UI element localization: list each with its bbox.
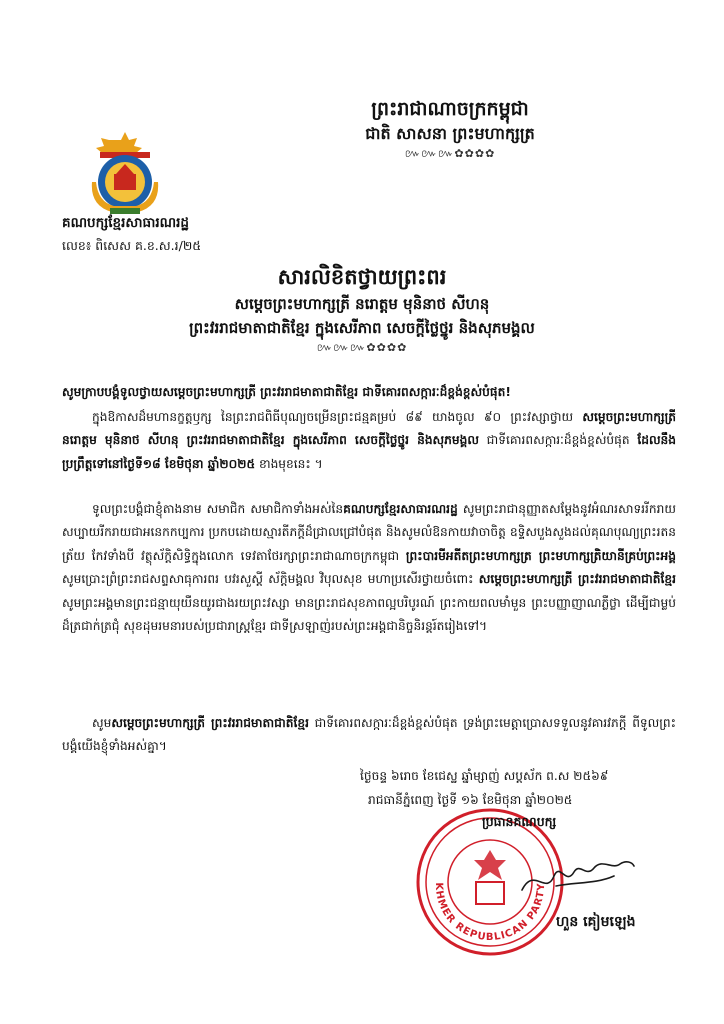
- letter-title: សារលិខិតថ្វាយព្រះពរ: [277, 265, 447, 289]
- party-name: គណបក្សខ្មែរសាធារណរដ្ឋ: [62, 215, 189, 231]
- recipient-title-line: ព្រះវររាជមាតាជាតិខ្មែរ ក្នុងសេរីភាព សេចក្តីថ្លៃថ្នូរ និងសុភមង្គល: [189, 319, 535, 337]
- national-motto: ជាតិ សាសនា ព្រះមហាក្សត្រ: [365, 124, 535, 143]
- title-ornament: ៚៚៚✿✿✿✿: [316, 341, 408, 354]
- header-ornament: ៚៚៚✿✿✿✿: [404, 147, 496, 160]
- signatory-position: ប្រធានគណបក្ស: [482, 814, 557, 829]
- signatory-name: ហួន គៀមឡេង: [556, 914, 636, 930]
- svg-text:KHMER REPUBLICAN PARTY: KHMER REPUBLICAN PARTY: [432, 882, 548, 944]
- solar-date: រាជធានីភ្នំពេញ ថ្ងៃទី ១៦ ខែមិថុនា ឆ្នាំ២០២៥: [368, 793, 573, 807]
- p1-text-e: ខាងមុខនេះ ។: [258, 456, 323, 471]
- reference-number: [62, 238, 201, 257]
- p1-text-a: ក្នុងឱកាសដ៏មហានក្ខត្តឫក្ស នៃព្រះរាជពិធីបុណ្យចម្រើនព្រះជន្មគម្រប់ ៨៩ យាងចូល ៩០ ព្រះវស្សាថ្វាយ: [92, 410, 574, 424]
- party-logo-icon: [82, 130, 168, 216]
- p2-text-c: សូមព្រះរាជានុញ្ញាតសម្តែងនូវអំណរសាទររីករាយសប្បាយរីករាយជាអនេកកប្បការ ប្រកបដោយស្មារតីភក្តីដ៏ជ្រាលជ្រៅបំផុត និងសូមលំឱនកាយវាចាចិត្ត ឧទ្ទិសបួងសួងដល់គុណបុណ្យព្រះរតនត្រ័យ កែវទាំងបី វត្ថុស័ក្តិសិទ្ធិក្នុងលោក ទេវតាថែរក្សាព្រះរាជាណាចក្រកម្ពុជា: [62, 502, 676, 563]
- p2-text-d: ព្រះបារមីអតីតព្រះមហាក្សត្រ ព្រះមហាក្សត្រិយានីគ្រប់ព្រះអង្គ: [405, 548, 677, 563]
- paragraph-1: [62, 406, 676, 476]
- paragraph-2: [62, 498, 676, 638]
- p1-text-d: ដែលនឹងប្រព្រឹត្តទៅនៅថ្ងៃទី១៨ ខែមិថុនា ឆ្នាំ២០២៥: [62, 433, 677, 471]
- p3-text-c: ជាទីគោរពសក្ការៈដ៏ខ្ពង់ខ្ពស់បំផុត ទ្រង់ព្រះមេត្តាប្រោសទទួលនូវគារវភក្តី ពីទូលព្រះបង្គំយើងខ្ញុំទាំងអស់គ្នា។: [62, 716, 676, 754]
- reference-label: លេខ៖: [62, 238, 92, 253]
- p3-text-a: សូម: [92, 716, 112, 730]
- p2-text-e: សូមប្រោះព្រំព្រះរាជសព្ទសាធុការពរ បវរសួស្តី ស័ក្តិមង្គល វិបុលសុខ មហាប្រសើរថ្វាយចំពោះ: [62, 572, 474, 587]
- p2-text-a: ទូលព្រះបង្គំជាខ្ញុំតាងនាម សមាជិក សមាជិកាទាំងអស់នៃ: [92, 502, 344, 516]
- paragraph-3: [62, 712, 676, 759]
- p2-text-f: សម្តេចព្រះមហាក្សត្រី ព្រះវររាជមាតាជាតិខ្មែរ: [478, 572, 676, 587]
- p2-text-g: សូមព្រះអង្គមានព្រះជន្មាយុយឺនយូរជាងរយព្រះវស្សា មានព្រះរាជសុខភាពល្អបរិបូរណ៍ ព្រះកាយពលមាំមួន ព្រះបញ្ញាញាណភ្លឺថ្លា ដើម្បីជាម្លប់ដ៏ត្រជាក់ត្រជុំ សុខដុមរមនារបស់ប្រជារាស្ត្រខ្មែរ ជាទីស្រឡាញ់របស់ព្រះអង្គជានិច្ចនិរន្តរ៍តរៀងទៅ។: [62, 595, 676, 634]
- lunar-date: ថ្ងៃចន្ទ ៦រោច ខែជេស្ឋ ឆ្នាំម្សាញ់ សប្តស័ក ព.ស ២៥៦៩: [360, 769, 609, 783]
- p3-text-b: សម្តេចព្រះមហាក្សត្រី ព្រះវររាជមាតាជាតិខ្មែរ: [111, 716, 309, 730]
- kingdom-header: [300, 96, 600, 162]
- letter-title-block: [100, 262, 624, 356]
- p2-text-b: គណបក្សខ្មែរសាធារណរដ្ឋ: [343, 502, 458, 516]
- recipient-line: សម្តេចព្រះមហាក្សត្រី នរោត្តម មុនិនាថ សីហនុ: [234, 295, 490, 313]
- handwritten-signature: [516, 846, 636, 906]
- p1-text-c: ជាទីគោរពសក្ការៈដ៏ខ្ពង់ខ្ពស់បំផុត: [486, 433, 630, 448]
- salutation: សូមក្រាបបង្គំទូលថ្វាយសម្តេចព្រះមហាក្សត្រី ព្រះវររាជមាតាជាតិខ្មែរ ជាទីគោរពសក្ការៈដ៏ខ្ពង់ខ្ពស់បំផុត!: [62, 385, 511, 399]
- p1-text-b: សម្តេចព្រះមហាក្សត្រី នរោត្តម មុនិនាថ សីហនុ ព្រះវររាជមាតាជាតិខ្មែរ ក្នុងសេរីភាព សេចក្តីថ្លៃថ្នូរ និងសុភមង្គល: [62, 410, 676, 448]
- reference-value: ពិសេស គ.ខ.ស.រ/២៥: [95, 238, 202, 253]
- kingdom-name: ព្រះរាជាណាចក្រកម្ពុជា: [371, 98, 529, 120]
